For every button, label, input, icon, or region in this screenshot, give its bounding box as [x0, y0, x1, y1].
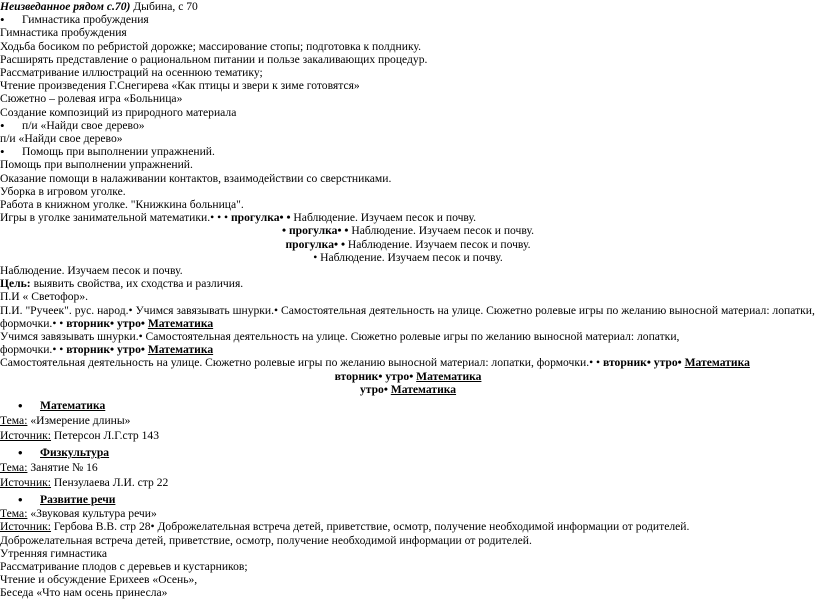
list-item: • п/и «Найди свое дерево» [0, 119, 816, 132]
theme-label: Тема: [0, 461, 28, 475]
day-label: вторник• утро• [66, 316, 148, 330]
theme-line [0, 413, 816, 428]
text-line [0, 211, 816, 224]
subject-label: Математика [147, 316, 214, 330]
list-item: • Гимнастика пробуждения [0, 13, 816, 26]
theme-value: «Звуковая культура речи» [27, 507, 157, 521]
list-item: • Помощь при выполнении упражнений. [0, 145, 816, 158]
text-line: Работа в книжном уголке. "Книжкина больница". [0, 198, 244, 212]
text-line: Уборка в игровом уголке. [0, 184, 126, 198]
text-line [0, 317, 816, 330]
source-label: Источник: [0, 476, 52, 490]
text-line: Создание композиций из природного материала [0, 105, 237, 119]
source-line [0, 475, 816, 490]
walk-label: прогулка• • [228, 211, 294, 225]
subject-label: Математика [416, 369, 482, 383]
section-title-pe: • Физкультура [18, 445, 816, 460]
text-line-centered [0, 224, 816, 237]
text-line: Гимнастика пробуждения [0, 26, 127, 40]
source-label: Источник: [0, 520, 52, 534]
source-value: Гербова В.В. стр 28• Доброжелательная встреча детей, приветствие, осмотр, получение необходимой информации от родителей. [51, 520, 690, 534]
text-line: Оказание помощи в налаживании контактов, взаимодействии со сверстниками. [0, 171, 392, 185]
theme-label: Тема: [0, 507, 28, 521]
source-label: Источник: [0, 429, 52, 443]
text-line: Беседа «Что нам осень принесла» [0, 586, 168, 600]
text-line: Чтение и обсуждение Ерихеев «Осень», [0, 573, 198, 587]
text-line: Наблюдение. Изучаем песок и почву. [0, 264, 183, 278]
source-value: Петерсон Л.Г.стр 143 [51, 429, 159, 443]
text-line: Сюжетно – ролевая игра «Больница» [0, 92, 183, 106]
theme-line [0, 460, 816, 475]
text-line: Чтение произведения Г.Снегирева «Как птицы и звери к зиме готовятся» [0, 79, 360, 93]
walk-label: прогулка• • [285, 237, 348, 251]
subject-label: Математика [147, 343, 214, 357]
text-line-centered: • Наблюдение. Изучаем песок и почву. [313, 250, 503, 264]
day-label: вторник• утро• [603, 356, 685, 370]
subject-label: Математика [684, 356, 750, 370]
text-line: Ходьба босиком по ребристой дорожке; массирование стопы; подготовка к полднику. [0, 39, 421, 53]
text-span: Самостоятельная деятельность на улице. Сюжетно ролевые игры по желанию выносной материал: лопатки, формочки.• • [0, 356, 604, 370]
text-span: Наблюдение. Изучаем песок и почву. [351, 224, 534, 238]
source-line [0, 0, 816, 13]
day-label: вторник• утро• [66, 343, 148, 357]
text-line-centered [0, 238, 816, 251]
section-title-speech: • Развитие речи [18, 492, 816, 507]
text-line: П.И « Светофор». [0, 290, 89, 304]
text-line: Учимся завязывать шнурки.• Самостоятельная деятельность на улице. Сюжетно ролевые игры по желанию выносной материал: лопатки, [0, 330, 680, 344]
theme-line [0, 507, 816, 520]
source-author: Дыбина, с 70 [130, 0, 198, 13]
text-line-centered [0, 370, 816, 383]
source-line [0, 520, 816, 533]
day-label: вторник• утро• [334, 369, 417, 383]
text-span: Наблюдение. Изучаем песок и почву. [293, 211, 477, 225]
text-line-centered [0, 383, 816, 396]
source-value: Пензулаева Л.И. стр 22 [51, 476, 169, 490]
text-line [0, 277, 816, 290]
text-line: Расширять представление о рациональном питании и пользе закаливающих процедур. [0, 52, 428, 66]
section-title-math: • Математика [18, 398, 816, 413]
text-line: Утренняя гимнастика [0, 546, 107, 560]
text-span: выявить свойства, их сходства и различия. [30, 277, 244, 291]
text-line: Рассматривание иллюстраций на осеннюю тематику; [0, 66, 263, 80]
text-span: Игры в уголке занимательной математики.• • • [0, 211, 229, 225]
walk-label: • прогулка• • [282, 224, 352, 238]
text-line: Рассматривание плодов с деревьев и кустарников; [0, 559, 248, 573]
text-span: формочки.• • [0, 316, 67, 330]
goal-label: Цель: [0, 277, 31, 291]
theme-label: Тема: [0, 414, 28, 428]
day-label: утро• [359, 382, 391, 396]
text-line: п/и «Найди свое дерево» [0, 132, 123, 146]
subject-label: Математика [390, 382, 457, 396]
theme-value: Занятие № 16 [27, 461, 98, 475]
text-line: Помощь при выполнении упражнений. [0, 158, 193, 172]
theme-value: «Измерение длины» [27, 414, 131, 428]
source-reference: Неизведанное рядом с.70) [0, 0, 131, 13]
text-line: П.И. "Ручеек". рус. народ.• Учимся завязывать шнурки.• Самостоятельная деятельность на улице. Сюжетно ролевые игры по желанию выносной материал: лопатки, [0, 303, 815, 317]
text-line [0, 343, 816, 356]
text-line [0, 356, 816, 369]
source-line [0, 428, 816, 443]
text-span: Наблюдение. Изучаем песок и почву. [347, 237, 531, 251]
text-line: Доброжелательная встреча детей, приветствие, осмотр, получение необходимой информации от родителей. [0, 533, 532, 547]
text-span: формочки.• • [0, 343, 67, 357]
